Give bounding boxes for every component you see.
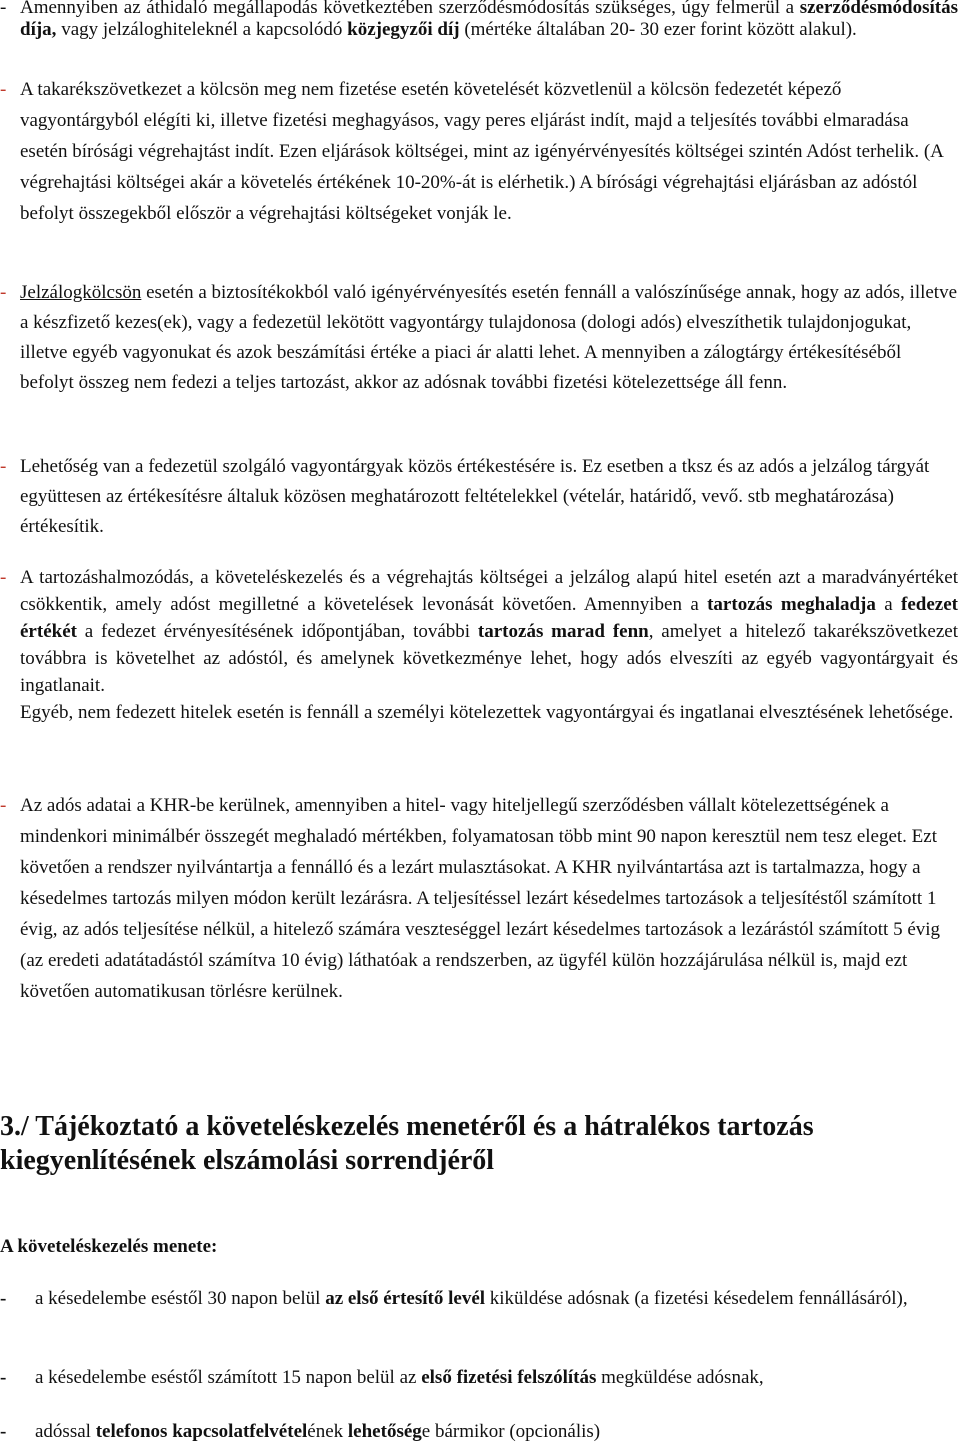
list-item-text	[35, 1285, 958, 1313]
list-item	[0, 1364, 958, 1392]
underlined-term: Jelzálogkölcsön	[20, 282, 142, 303]
paragraph-debt-accumulation	[0, 564, 958, 726]
text-run: esetén a biztosítékokból való igényérvényesítés esetén fennáll a valószínűsége annak, hogy az adós, illetve a készfizető kezes(ek), vagy a fedezetül lekötött vagyontárgy tulajdonosa (dologi adós) elveszíthetik tulajdonjogukat, illetve egyéb vagyonukat és azok beszámítási értéke a piaci ár alatti lehet. A mennyiben a zálogtárgy értékesítéséből befolyt összeg nem fedezi a teljes tartozást, akkor az adósnak további fizetési kötelezettsége áll fenn.	[20, 282, 958, 393]
bold-run: szerződésmódosítás díja,	[20, 0, 958, 40]
paragraph-mortgage-loan-risk	[0, 278, 958, 398]
section-heading-line-2: kiegyenlítésének elszámolási sorrendjéről	[0, 1145, 495, 1176]
text-run: kiküldése adósnak (a fizetési késedelem fennállásáról),	[485, 1288, 908, 1309]
paragraph-text	[20, 564, 958, 699]
list-item	[0, 1418, 958, 1446]
paragraph-text: Az adós adatai a KHR-be kerülnek, amennyiben a hitel- vagy hiteljellegű szerződésben vállalt kötelezettségének a mindenkori minimálbér összegét meghaladó mértékben, folyamatosan több mint 90 napon keresztül nem tesz eleget. Ezt követően a rendszer nyilvántartja a fennálló és a lezárt mulasztásokat. A KHR nyilvántartása azt is tartalmazza, hogy a késedelmes tartozás milyen módon került lezárásra. A teljesítéssel lezárt késedelmes tartozások a teljesítéstől számított 1 évig, az adós teljesítése nélkül, a hitelező számára veszteséggel lezárt késedelmes tartozások a lezárástól számított 5 évig (az eredeti adatátadástól számítva 10 évig) láthatóak a rendszerben, az ügyfél külön hozzájárulása nélkül is, majd ezt követően automatikusan törlésre kerülnek.	[20, 795, 941, 1002]
bold-run: fedezet értékét	[20, 594, 958, 642]
paragraph-khr-registry	[0, 790, 958, 1007]
dash-marker: -	[0, 79, 7, 100]
paragraph-joint-sale	[0, 452, 958, 542]
paragraph-text: Lehetőség van a fedezetül szolgáló vagyontárgyak közös értékestésére is. Ez esetben a tksz és az adós a jelzálog tárgyát együttesen az értékesítésre általuk közösen meghatározott feltételekkel (vételár, határidő, vevő. stb meghatározása) értékesítik.	[20, 456, 930, 537]
dash-marker: -	[0, 456, 7, 477]
paragraph-contract-modification-fee	[0, 0, 958, 41]
paragraph-text: A takarékszövetkezet a kölcsön meg nem fizetése esetén követelését közvetlenül a kölcsön fedezetét képező vagyontárgyból elégíti ki, illetve fizetési meghagyásos, vagy peres eljárást indít, majd a teljesítés további elmaradása esetén bírósági végrehajtást indít. Ezen eljárások költségei, mint az igényérvényesítés költségei szintén Adóst terhelik. (A végrehajtási költségei akár a követelés értékének 10-20%-át is elérhetik.) A bírósági végrehajtási eljárásban az adóstól befolyt összegekből először a végrehajtási költségeket vonják le.	[20, 79, 943, 224]
text-run: a fedezet érvényesítésének időpontjában, további	[76, 621, 478, 642]
text-run: vagy jelzáloghiteleknél a kapcsolódó	[56, 19, 348, 40]
text-run: a késedelembe eséstől 30 napon belül	[35, 1288, 326, 1309]
bold-run: tartozás marad fenn	[477, 621, 649, 642]
text-run: megküldése adósnak,	[596, 1367, 764, 1388]
subheading: A követeléskezelés menete:	[0, 1236, 218, 1257]
dash-marker: -	[0, 282, 7, 303]
list-item-text	[35, 1418, 958, 1446]
text-run: adóssal	[35, 1421, 96, 1442]
list-item-text	[35, 1364, 958, 1392]
text-run: , amelyet a hitelező takarékszövetkezet továbbra is követelhet az adóstól, és amelynek következménye lehet, hogy adós elveszíti az egyéb vagyontárgyait és ingatlanait.	[20, 621, 958, 696]
text-run: ének	[307, 1421, 348, 1442]
dash-marker: -	[0, 0, 7, 18]
dash-marker: -	[0, 1288, 7, 1309]
text-run: Amennyiben az áthidaló megállapodás következtében szerződésmódosítás szükséges, úgy felmerül a	[20, 0, 800, 18]
dash-marker: -	[0, 1421, 7, 1442]
dash-marker: -	[0, 1367, 7, 1388]
dash-marker: -	[0, 795, 7, 816]
paragraph-text-continued: Egyéb, nem fedezett hitelek esetén is fennáll a személyi kötelezettek vagyontárgyai és ingatlanai elvesztésének lehetősége.	[20, 702, 954, 723]
dash-marker: -	[0, 567, 7, 588]
text-run: e bármikor (opcionális)	[421, 1421, 601, 1442]
section-heading	[0, 1110, 958, 1178]
bold-run: első fizetési felszólítás	[421, 1367, 597, 1388]
paragraph-text	[20, 0, 958, 41]
bold-run: tartozás meghaladja	[707, 594, 876, 615]
bold-run: közjegyzői díj	[347, 19, 460, 40]
paragraph-enforcement-costs	[0, 74, 958, 229]
text-run: A tartozáshalmozódás, a követeléskezelés és a végrehajtás költségei a jelzálog alapú hitel esetén azt a maradványértéket csökkentik, amely adóst megilletné a követelések levonását követően. Amennyiben a	[20, 567, 958, 615]
bold-run: lehetőség	[347, 1421, 422, 1442]
bold-run: az első értesítő levél	[325, 1288, 486, 1309]
text-run: a	[875, 594, 902, 615]
text-run: (mértéke általában 20- 30 ezer forint között alakul).	[459, 19, 857, 40]
text-run: a késedelembe eséstől számított 15 napon belül az	[35, 1367, 422, 1388]
list-item	[0, 1285, 958, 1313]
section-heading-line-1: 3./ Tájékoztató a követeléskezelés menetéről és a hátralékos tartozás	[0, 1111, 814, 1142]
paragraph-text	[20, 278, 958, 398]
bold-run: telefonos kapcsolatfelvétel	[95, 1421, 308, 1442]
